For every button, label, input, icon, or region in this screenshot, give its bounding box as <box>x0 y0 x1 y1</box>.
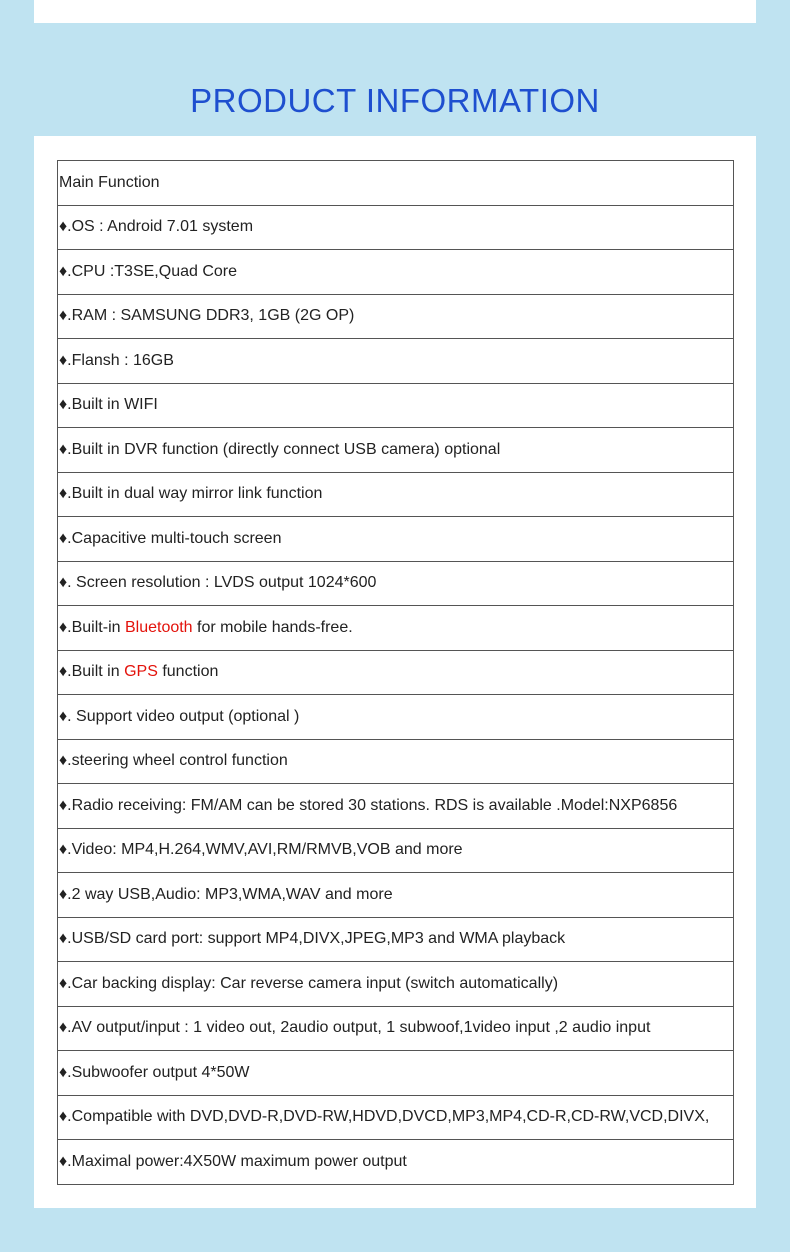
spec-cell: ♦.Capacitive multi-touch screen <box>58 517 734 562</box>
spec-cell: ♦.Video: MP4,H.264,WMV,AVI,RM/RMVB,VOB and more <box>58 828 734 873</box>
spec-cell: ♦.RAM : SAMSUNG DDR3, 1GB (2G OP) <box>58 294 734 339</box>
table-row <box>58 561 734 606</box>
spec-cell: ♦. Screen resolution : LVDS output 1024*600 <box>58 561 734 606</box>
spec-cell <box>58 606 734 651</box>
table-row <box>58 1006 734 1051</box>
table-row <box>58 1140 734 1185</box>
table-row <box>58 205 734 250</box>
table-row <box>58 250 734 295</box>
spec-cell: ♦.OS : Android 7.01 system <box>58 205 734 250</box>
spec-text: ♦.Built in <box>59 663 125 681</box>
table-row <box>58 828 734 873</box>
spec-cell: ♦.2 way USB,Audio: MP3,WMA,WAV and more <box>58 873 734 918</box>
table-row <box>58 339 734 384</box>
table-row <box>58 1095 734 1140</box>
table-row <box>58 917 734 962</box>
table-row <box>58 606 734 651</box>
table-header-row <box>58 161 734 206</box>
table-row <box>58 428 734 473</box>
spec-cell: ♦.Radio receiving: FM/AM can be stored 30 stations. RDS is available .Model:NXP6856 <box>58 784 734 829</box>
table-row <box>58 873 734 918</box>
spec-cell: ♦.Compatible with DVD,DVD-R,DVD-RW,HDVD,DVCD,MP3,MP4,CD-R,CD-RW,VCD,DIVX, <box>58 1095 734 1140</box>
spec-cell: ♦.Flansh : 16GB <box>58 339 734 384</box>
spec-cell: ♦.steering wheel control function <box>58 739 734 784</box>
table-row <box>58 695 734 740</box>
table-row <box>58 962 734 1007</box>
spec-highlight-text: Bluetooth <box>124 618 193 636</box>
spec-cell: ♦.Maximal power:4X50W maximum power output <box>58 1140 734 1185</box>
table-row <box>58 294 734 339</box>
page-title: PRODUCT INFORMATION <box>190 82 600 119</box>
spec-cell: ♦. Support video output (optional ) <box>58 695 734 740</box>
spec-cell: ♦.CPU :T3SE,Quad Core <box>58 250 734 295</box>
spec-text: ♦.Built-in <box>59 618 125 636</box>
spec-cell: ♦.AV output/input : 1 video out, 2audio output, 1 subwoof,1video input ,2 audio input <box>58 1006 734 1051</box>
table-row <box>58 383 734 428</box>
spec-text: for mobile hands-free. <box>192 618 353 636</box>
spec-cell: ♦.Built in WIFI <box>58 383 734 428</box>
table-row <box>58 472 734 517</box>
table-header-cell: Main Function <box>58 161 734 206</box>
spec-cell: ♦.Built in DVR function (directly connect USB camera) optional <box>58 428 734 473</box>
spec-card <box>34 136 756 1208</box>
spec-table <box>57 160 734 1185</box>
spec-highlight-text: GPS <box>124 663 158 681</box>
table-row <box>58 517 734 562</box>
spec-cell <box>58 650 734 695</box>
spec-cell: ♦.Subwoofer output 4*50W <box>58 1051 734 1096</box>
table-row <box>58 739 734 784</box>
spec-cell: ♦.USB/SD card port: support MP4,DIVX,JPEG,MP3 and WMA playback <box>58 917 734 962</box>
table-row <box>58 650 734 695</box>
spec-cell: ♦.Built in dual way mirror link function <box>58 472 734 517</box>
top-white-panel <box>34 0 756 23</box>
spec-text: function <box>157 663 219 681</box>
table-row <box>58 1051 734 1096</box>
spec-cell: ♦.Car backing display: Car reverse camera input (switch automatically) <box>58 962 734 1007</box>
table-row <box>58 784 734 829</box>
